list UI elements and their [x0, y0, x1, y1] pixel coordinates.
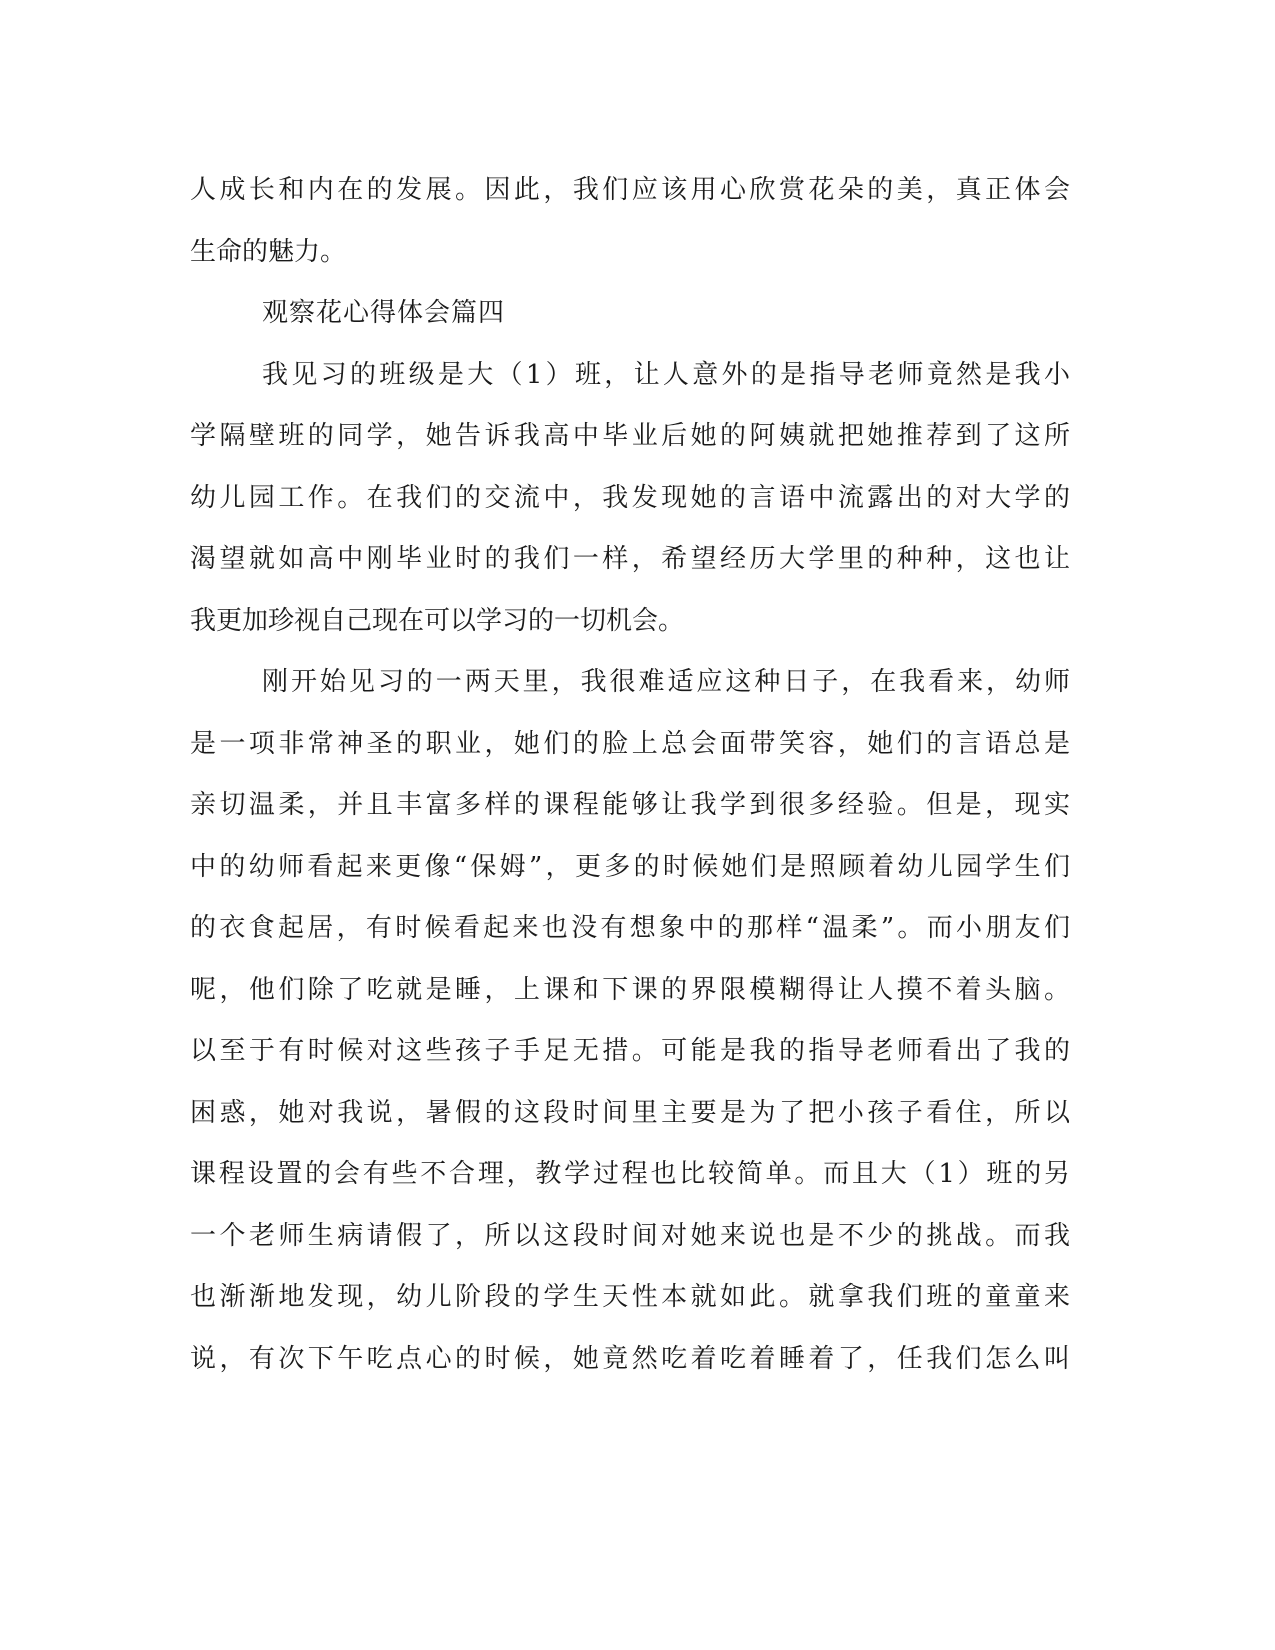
- text-line-17: 课程设置的会有些不合理，教学过程也比较简单。而且大（1）班的另: [190, 1159, 1070, 1189]
- text-line-10: 是一项非常神圣的职业，她们的脸上总会面带笑容，她们的言语总是: [190, 728, 1070, 759]
- text-line-13: 的衣食起居，有时候看起来也没有想象中的那样“温柔”。而小朋友们: [190, 913, 1070, 943]
- text-line-16: 困惑，她对我说，暑假的这段时间里主要是为了把小孩子看住，所以: [190, 1097, 1070, 1128]
- text-line-1: 人成长和内在的发展。因此，我们应该用心欣赏花朵的美，真正体会: [190, 175, 1070, 205]
- text-line-9: 刚开始见习的一两天里，我很难适应这种日子，在我看来，幼师: [262, 667, 1070, 697]
- text-line-12: 中的幼师看起来更像“保姆”，更多的时候她们是照顾着幼儿园学生们: [190, 851, 1070, 882]
- document-body: [190, 160, 1070, 1390]
- text-line-7: 渴望就如高中刚毕业时的我们一样，希望经历大学里的种种，这也让: [190, 544, 1070, 574]
- text-line-4: 我见习的班级是大（1）班，让人意外的是指导老师竟然是我小: [262, 359, 1070, 390]
- text-line-2: 生命的魅力。: [190, 236, 347, 267]
- section-heading: 观察花心得体会篇四: [262, 298, 506, 328]
- text-line-19: 也渐渐地发现，幼儿阶段的学生天性本就如此。就拿我们班的童童来: [190, 1282, 1070, 1312]
- text-line-8: 我更加珍视自己现在可以学习的一切机会。: [190, 605, 685, 636]
- text-line-5: 学隔壁班的同学，她告诉我高中毕业后她的阿姨就把她推荐到了这所: [190, 421, 1070, 451]
- text-line-11: 亲切温柔，并且丰富多样的课程能够让我学到很多经验。但是，现实: [190, 790, 1070, 820]
- text-line-15: 以至于有时候对这些孩子手足无措。可能是我的指导老师看出了我的: [190, 1036, 1070, 1066]
- text-line-20: 说，有次下午吃点心的时候，她竟然吃着吃着睡着了，任我们怎么叫: [190, 1343, 1070, 1374]
- text-line-18: 一个老师生病请假了，所以这段时间对她来说也是不少的挑战。而我: [190, 1220, 1070, 1251]
- text-line-14: 呢，他们除了吃就是睡，上课和下课的界限模糊得让人摸不着头脑。: [190, 974, 1070, 1005]
- text-line-6: 幼儿园工作。在我们的交流中，我发现她的言语中流露出的对大学的: [190, 482, 1070, 513]
